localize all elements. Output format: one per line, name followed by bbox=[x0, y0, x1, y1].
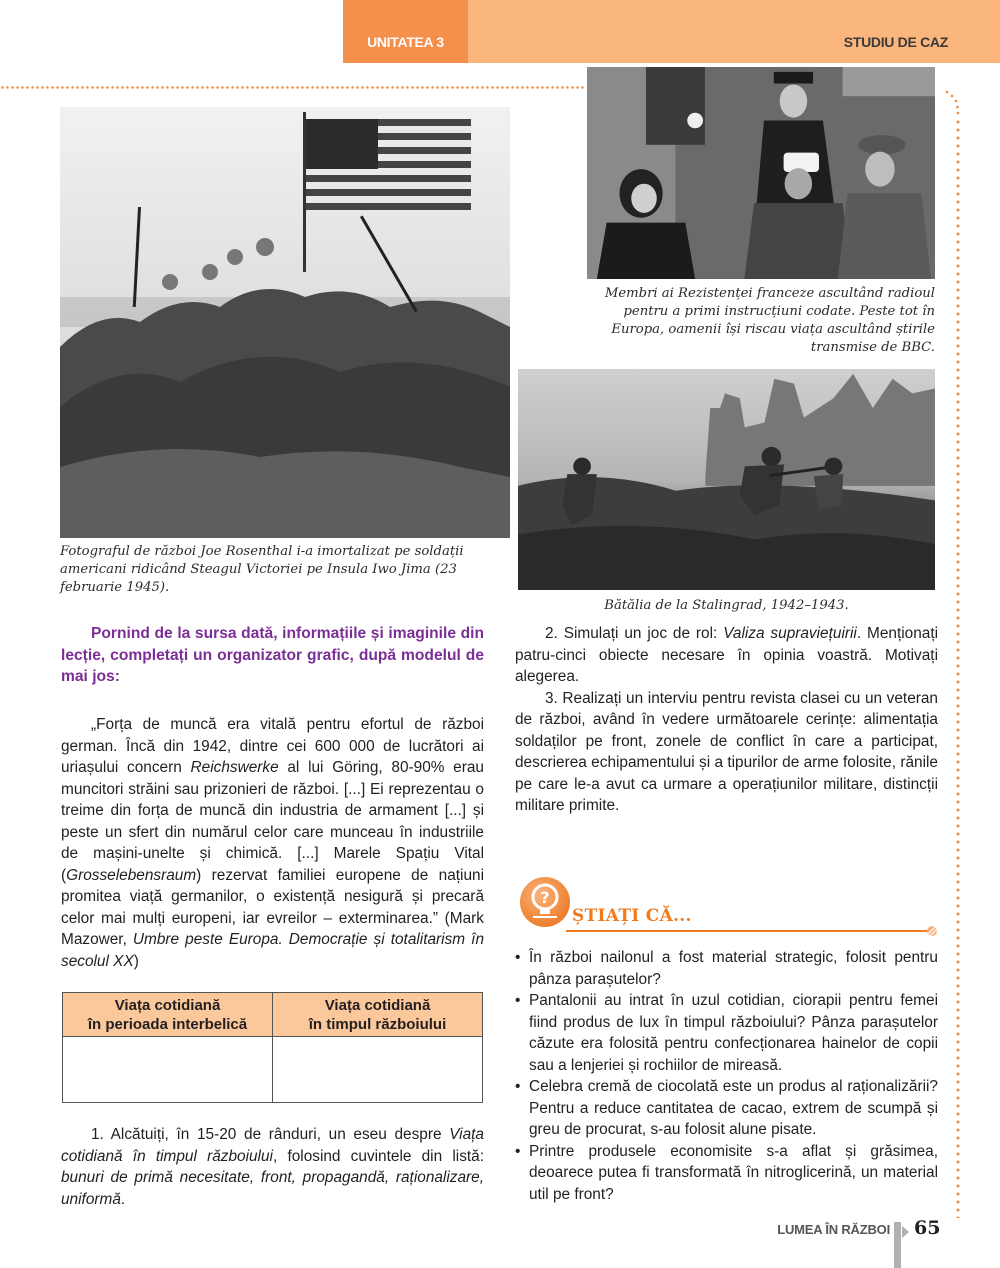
task-2-part: 2. Simulați un joc de rol: bbox=[545, 625, 724, 642]
task-1-text bbox=[61, 1124, 484, 1210]
quote-term-grosselebensraum: Grosselebensraum bbox=[66, 866, 197, 884]
question-bulb-icon bbox=[519, 876, 571, 930]
tasks-2-3 bbox=[515, 623, 938, 817]
task-2-part: . Menționați patru-cinci obiecte necesare în opinia voastră. Motivați alegerea. bbox=[515, 625, 939, 685]
photo-resistance bbox=[584, 64, 938, 282]
header-band bbox=[468, 0, 1000, 63]
task-1-part: , folosind cuvintele din listă: bbox=[272, 1147, 485, 1165]
quote-text-3: ) rezervat familiei europene de națiuni promitea viață germanilor, o existență nesigură și precară celor mai mulți europeni, iar evreilor – exterminarea.” (Mark Mazower, bbox=[61, 866, 484, 948]
task-2-game-title: Valiza supraviețuirii bbox=[723, 625, 857, 642]
graphic-organizer-table bbox=[62, 992, 483, 1103]
dotted-margin bbox=[956, 118, 960, 1218]
quote-paragraph bbox=[61, 714, 484, 972]
table-header-row bbox=[63, 993, 483, 1037]
task-1 bbox=[61, 1124, 484, 1210]
footer-arrow-icon bbox=[902, 1226, 909, 1238]
table-header-interwar bbox=[63, 993, 273, 1037]
dotted-divider bbox=[0, 86, 584, 89]
header-line: Viața cotidiană bbox=[324, 996, 431, 1014]
caption-stalingrad: Bătălia de la Stalingrad, 1942–1943. bbox=[604, 598, 849, 613]
photo-soldiers-raising-flag-icon bbox=[60, 107, 510, 538]
list-item: • Celebra cremă de ciocolată este un produs al raționalizării? Pentru a reduce cantitatea de cacao, extrem de scumpă și greu de procurat, s-au folosit alune pisate. bbox=[515, 1076, 938, 1141]
task-heading-text: Pornind de la sursa dată, informațiile și imaginile din lecție, completați un organizator grafic, după modelul de mai jos: bbox=[61, 625, 484, 685]
list-item: • Printre produsele economisite s-a aflat și grăsimea, deoarece putea fi transformată în nitroglicerină, un material util pe front? bbox=[515, 1141, 938, 1206]
table-header-wartime bbox=[273, 993, 483, 1037]
list-item: • Pantalonii au intrat în uzul cotidian, ciorapii pentru femei fiind produs de lux în timpul războiului? Pânza parașutelor căzute era folosită pentru confecționarea hainelor de copii sau a lenjeriei și rochiilor de mireasă. bbox=[515, 990, 938, 1076]
footer-bar bbox=[894, 1222, 901, 1268]
task-1-part: 1. Alcătuiți, în 15-20 de rânduri, un eseu despre bbox=[91, 1126, 450, 1143]
did-you-know-underline bbox=[566, 930, 928, 932]
unit-tab bbox=[343, 0, 468, 63]
header-line: în perioada interbelică bbox=[87, 1015, 248, 1033]
header-line: în timpul războiului bbox=[308, 1015, 447, 1033]
list-item: • În război nailonul a fost material strategic, folosit pentru pânza parașutelor? bbox=[515, 947, 938, 990]
task-3-text: 3. Realizați un interviu pentru revista clasei cu un veteran de război, având în vedere următoarele cerințe: alimentația soldaților pe front, zonele de conflict în care a participat, descrierea echipamentului și a tipurilor de arme folosite, rănile pe care le-a avut ca urmare a operațiunilor militare, distincții militare primite. bbox=[515, 689, 938, 814]
table-cell-interwar[interactable] bbox=[63, 1037, 273, 1103]
section-label: STUDIU DE CAZ bbox=[843, 34, 948, 50]
task-1-part: . bbox=[120, 1190, 126, 1208]
photo-iwo-jima bbox=[60, 107, 510, 538]
unit-label: UNITATEA 3 bbox=[367, 34, 444, 50]
task-1-word-list: bunuri de primă necesitate, front, propagandă, raționalizare, uniformă bbox=[61, 1169, 484, 1208]
caption-iwo-jima: Fotograful de război Joe Rosenthal i-a imortalizat pe soldații americani ridicând Steagul Victoriei pe Insula Iwo Jima (23 februarie 1945). bbox=[60, 544, 464, 595]
task-heading bbox=[61, 623, 484, 688]
table-cell-wartime[interactable] bbox=[273, 1037, 483, 1103]
did-you-know-title: ȘTIAȚI CĂ... bbox=[572, 906, 692, 926]
quote-book-title: Umbre peste Europa. Democrație și totalitarism în secolul XX bbox=[61, 931, 485, 970]
header-line: Viața cotidiană bbox=[114, 996, 221, 1014]
did-you-know-list bbox=[515, 947, 938, 1205]
task-1-essay-title: Viața cotidiană în timpul războiului bbox=[61, 1126, 484, 1165]
quote-text-4: ) bbox=[133, 952, 139, 970]
photo-stalingrad-battle-icon bbox=[518, 369, 935, 590]
line-end-ornament bbox=[926, 925, 938, 937]
quote-text-2: al lui Göring, 80-90% erau muncitori străini sau prizonieri de război. [...] Ei reprezentau o treime din forța de muncă din industria de armament [...] și peste un sfert din numărul celor care munceau în industriile de mașini-unelte și chimică. [...] Marele Spațiu Vital ( bbox=[61, 759, 484, 884]
photo-resistance-radio-icon bbox=[587, 67, 935, 279]
table-row bbox=[63, 1037, 483, 1103]
quote-text-1: „Forța de muncă era vitală pentru efortul de război german. Încă din 1942, dintre cei 600 000 de lucrători ai uriașului concern bbox=[61, 716, 484, 776]
svg-text:?: ? bbox=[540, 888, 550, 907]
dotted-corner bbox=[945, 90, 961, 120]
page-number: 65 bbox=[914, 1217, 941, 1239]
photo-stalingrad bbox=[515, 366, 938, 593]
task-2-text bbox=[515, 623, 938, 688]
quote-term-reichswerke: Reichswerke bbox=[190, 759, 279, 776]
footer-chapter-label: LUMEA ÎN RĂZBOI bbox=[777, 1222, 890, 1237]
caption-resistance: Membri ai Rezistenței franceze ascultând radioul pentru a primi instrucțiuni codate. Peste tot în Europa, oamenii își riscau viața ascultând știrile transmise de BBC. bbox=[604, 286, 935, 355]
source-quote bbox=[61, 714, 484, 972]
